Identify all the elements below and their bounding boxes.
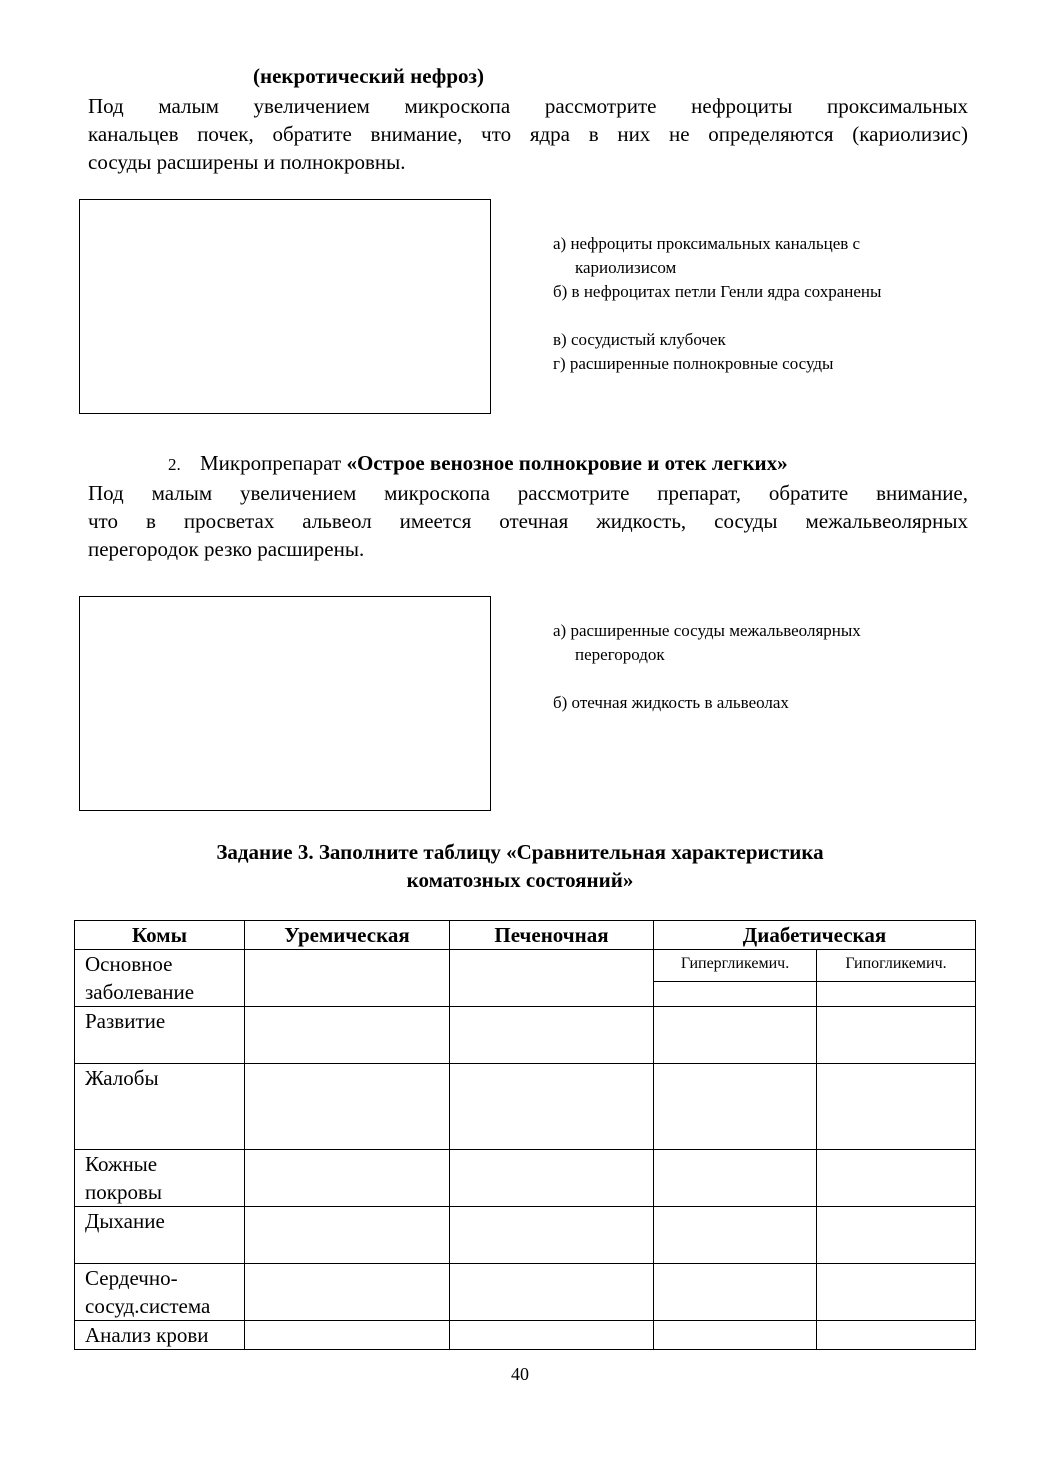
section1-paragraph-line-2: канальцев почек, обратите внимание, что ядра в них не определяются (кариолизис) [88,122,968,146]
table-row [75,1207,976,1264]
row-label-blood-test: Анализ крови [75,1321,245,1350]
section2-prefix: Микропрепарат [200,451,347,475]
table-cell[interactable] [450,950,654,1007]
table-cell[interactable] [654,1064,817,1150]
section1-paragraph [88,92,968,176]
table-cell[interactable] [245,1150,450,1207]
row-label-line: заболевание [85,980,195,1004]
table-cell[interactable] [654,1207,817,1264]
section1-label-spacer [553,304,881,328]
table-row [75,1064,976,1150]
row-label-breathing: Дыхание [75,1207,245,1264]
table-row [75,1264,976,1321]
section2-paragraph-line-2: что в просветах альвеол имеется отечная жидкость, сосуды межальвеолярных [88,509,968,533]
table-cell[interactable] [245,1064,450,1150]
section1-label-g: г) расширенные полнокровные сосуды [553,354,834,373]
table-cell[interactable] [817,1207,976,1264]
task3-line-1: Задание 3. Заполните таблицу «Сравнительная характеристика [216,840,824,864]
section2-label-a-cont: перегородок [575,645,665,664]
table-cell[interactable] [654,1150,817,1207]
table-cell[interactable] [450,1064,654,1150]
table-cell[interactable] [654,1007,817,1064]
table-cell[interactable] [817,1007,976,1064]
table-cell[interactable] [817,1150,976,1207]
section1-title: (некротический нефроз) [253,64,484,88]
section2-label-spacer [553,667,861,691]
table-cell[interactable] [245,950,450,1007]
table-cell[interactable] [450,1150,654,1207]
section1-drawing-box [79,199,491,414]
table-row [75,1321,976,1350]
row-label-skin [75,1150,245,1207]
row-label-cardiovascular [75,1264,245,1321]
section1-label-a-cont: кариолизисом [575,258,677,277]
section2-paragraph-line-1: Под малым увеличением микроскопа рассмотрите препарат, обратите внимание, [88,481,968,505]
section2-paragraph [88,479,968,563]
row-label-line: сосуд.система [85,1294,211,1318]
table-cell[interactable] [245,1207,450,1264]
table-row [75,1007,976,1064]
section2-number: 2. [168,455,181,474]
row-label-line: Основное [85,952,173,976]
section1-paragraph-line-1: Под малым увеличением микроскопа рассмотрите нефроциты проксимальных [88,94,968,118]
section1-label-a: а) нефроциты проксимальных канальцев с [553,234,861,253]
section2-label-a: а) расширенные сосуды межальвеолярных [553,621,861,640]
header-uremic: Уремическая [245,921,450,950]
table-cell[interactable] [450,1207,654,1264]
page-number: 40 [511,1364,529,1384]
section2-drawing-box [79,596,491,811]
section2-title: «Острое венозное полнокровие и отек легких» [346,451,788,475]
table-cell[interactable] [245,1007,450,1064]
header-diabetic: Диабетическая [654,921,976,950]
section2-paragraph-line-3: перегородок резко расширены. [88,537,365,561]
table-header-row [75,921,976,950]
row-label-line: покровы [85,1180,162,1204]
table-cell[interactable] [817,1064,976,1150]
section2-labels [553,619,861,715]
header-komy: Комы [75,921,245,950]
table-cell[interactable] [245,1264,450,1321]
row-label-line: Кожные [85,1152,158,1176]
task3-heading [0,838,1040,894]
table-cell[interactable] [817,1321,976,1350]
table-cell[interactable] [654,981,817,1006]
table-cell[interactable] [654,1321,817,1350]
table-cell[interactable] [450,1007,654,1064]
subheader-hypoglycemic: Гипогликемич. [817,950,976,982]
section2-heading [168,451,788,476]
table-cell[interactable] [245,1321,450,1350]
section1-labels [553,232,881,376]
section1-paragraph-line-3: сосуды расширены и полнокровны. [88,150,406,174]
row-label-line: Сердечно- [85,1266,178,1290]
table-cell[interactable] [817,981,976,1006]
coma-comparison-table [74,920,976,1350]
row-label-development: Развитие [75,1007,245,1064]
table-row [75,1150,976,1207]
row-label-basic-disease [75,950,245,1007]
section1-label-b: б) в нефроцитах петли Генли ядра сохранены [553,282,882,301]
table-cell[interactable] [450,1264,654,1321]
section2-label-b: б) отечная жидкость в альвеолах [553,693,789,712]
header-hepatic: Печеночная [450,921,654,950]
table-cell[interactable] [654,1264,817,1321]
table-cell[interactable] [817,1264,976,1321]
row-label-complaints: Жалобы [75,1064,245,1150]
table-cell[interactable] [450,1321,654,1350]
subheader-hyperglycemic: Гипергликемич. [654,950,817,982]
section1-label-v: в) сосудистый клубочек [553,330,726,349]
task3-line-2: коматозных состояний» [406,868,634,892]
table-row [75,950,976,982]
